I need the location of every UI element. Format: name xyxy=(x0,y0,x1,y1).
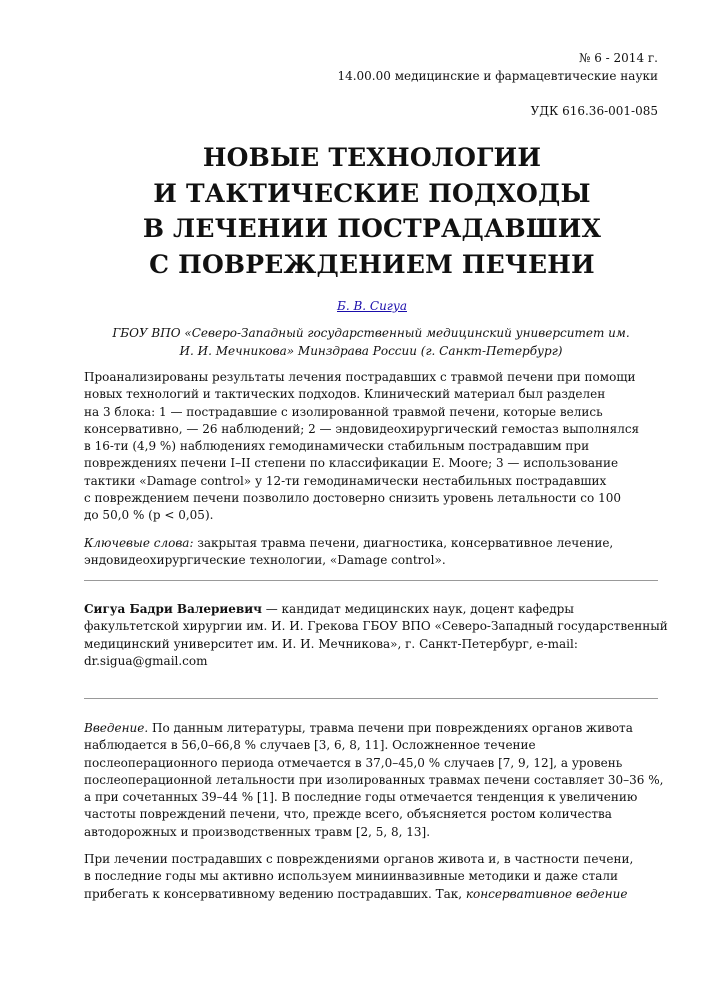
bio-line xyxy=(84,601,664,618)
bio-email: dr.sigua@gmail.com xyxy=(84,653,208,668)
intro-line: послеоперационного периода отмечается в 37,0–45,0 % случаев [7, 9, 12], а уровень xyxy=(84,755,623,770)
body-text: прибегать к консервативному ведению пострадавших. Так, xyxy=(84,886,466,901)
intro-line: автодорожных и производственных травм [2, 5, 8, 13]. xyxy=(84,824,431,839)
intro-text: По данным литературы, травма печени при повреждениях органов живота xyxy=(148,721,633,735)
intro-line: наблюдается в 56,0–66,8 % случаев [3, 6, 8, 11]. Осложненное течение xyxy=(84,738,536,753)
intro-line: послеоперационной летальности при изолированных травмах печени составляет 30–36 %, xyxy=(84,772,664,787)
title-line: В ЛЕЧЕНИИ ПОСТРАДАВШИХ xyxy=(142,214,602,243)
bio-line: медицинский университет им. И. И. Мечникова», г. Санкт-Петербург, e-mail: xyxy=(84,636,578,651)
title-line: НОВЫЕ ТЕХНОЛОГИИ xyxy=(202,143,542,172)
keywords-text: закрытая травма печени, диагностика, консервативное лечение, xyxy=(193,536,614,550)
abstract-line: Проанализированы результаты лечения пострадавших с травмой печени при помощи xyxy=(84,370,636,384)
body-line xyxy=(84,886,664,903)
intro-paragraph xyxy=(84,720,664,841)
udk-code: УДК 616.36-001-085 xyxy=(530,104,658,118)
issue-number: № 6 - 2014 г. xyxy=(579,51,658,65)
abstract-line: консервативно, — 26 наблюдений; 2 — эндовидеохирургический гемостаз выполнялся xyxy=(84,421,640,436)
science-field: 14.00.00 медицинские и фармацевтические науки xyxy=(337,69,658,83)
bio-line: факультетской хирургии им. И. И. Грекова ГБОУ ВПО «Северо-Западный государственный xyxy=(84,619,668,634)
abstract xyxy=(84,369,664,525)
affiliation xyxy=(0,325,709,360)
body-line: в последние годы мы активно используем миниинвазивные методики и даже стали xyxy=(84,869,618,884)
body-line: При лечении пострадавших с повреждениями органов живота и, в частности печени, xyxy=(84,852,634,866)
title-line: С ПОВРЕЖДЕНИЕМ ПЕЧЕНИ xyxy=(149,249,595,279)
affiliation-line: И. И. Мечникова» Минздрава России (г. Санкт-Петербург) xyxy=(179,343,563,358)
bio-text: — кандидат медицинских наук, доцент кафедры xyxy=(261,602,574,616)
keywords-line xyxy=(84,535,664,552)
abstract-line: с повреждением печени позволило достоверно снизить уровень летальности со 100 xyxy=(84,491,621,506)
author-link[interactable]: Б. В. Сигуа xyxy=(337,299,407,313)
article-title xyxy=(0,140,709,282)
keywords-line: эндовидеохирургические технологии, «Damage control». xyxy=(84,553,446,568)
intro-line: а при сочетанных 39–44 % [1]. В последние годы отмечается тенденция к увеличению xyxy=(84,790,638,805)
body-paragraph xyxy=(84,851,664,903)
title-line: И ТАКТИЧЕСКИЕ ПОДХОДЫ xyxy=(153,178,591,208)
divider xyxy=(84,580,658,581)
abstract-line: в 16-ти (4,9 %) наблюдениях гемодинамически стабильным пострадавшим при xyxy=(84,439,590,454)
abstract-line: на 3 блока: 1 — пострадавшие с изолированной травмой печени, которые велись xyxy=(84,404,603,419)
keywords xyxy=(84,535,664,570)
author-line xyxy=(0,299,709,313)
author-bio xyxy=(84,601,668,670)
intro-line: частоты повреждений печени, что, прежде всего, объясняется ростом количества xyxy=(84,807,612,822)
affiliation-line: ГБОУ ВПО «Северо-Западный государственный медицинский университет им. xyxy=(112,326,630,340)
author-full-name: Сигуа Бадри Валериевич xyxy=(84,602,262,616)
abstract-line: повреждениях печени I–II степени по классификации E. Moore; 3 — использование xyxy=(84,456,619,471)
intro-label: Введение. xyxy=(84,721,149,735)
abstract-line: до 50,0 % (р < 0,05). xyxy=(84,508,214,523)
intro-line xyxy=(84,720,664,737)
abstract-line: тактики «Damage control» у 12-ти гемодинамически нестабильных пострадавших xyxy=(84,473,607,488)
keywords-label: Ключевые слова: xyxy=(84,536,194,550)
body-italic-text: консервативное ведение xyxy=(465,886,628,901)
abstract-line: новых технологий и тактических подходов. Клинический материал был разделен xyxy=(84,387,606,402)
divider xyxy=(84,698,658,699)
